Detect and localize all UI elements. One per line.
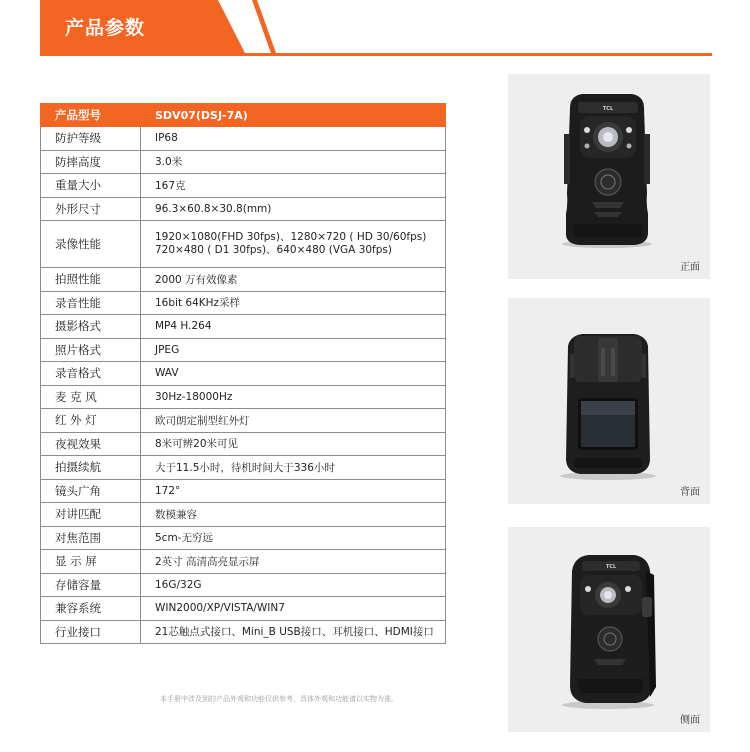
spec-value: 167克: [141, 174, 446, 198]
spec-label: 夜视效果: [41, 432, 141, 456]
spec-value: 数模兼容: [141, 503, 446, 527]
photo-back-panel: [508, 298, 710, 504]
camera-back-image: [508, 298, 710, 504]
disclaimer-footnote: 本手册中涉及到的产品外观和功能仅供参考，具体外观和功能请以实物为准。: [160, 695, 398, 703]
spec-label: 重量大小: [41, 174, 141, 198]
spec-label: 显 示 屏: [41, 550, 141, 574]
camera-front-image: [508, 74, 710, 279]
spec-value: IP68: [141, 127, 446, 151]
spec-row: [41, 432, 446, 456]
spec-row: [41, 526, 446, 550]
spec-value: 96.3×60.8×30.8(mm): [141, 197, 446, 221]
spec-row: [41, 409, 446, 433]
spec-label: 录像性能: [41, 221, 141, 268]
spec-value-line: 1920×1080(FHD 30fps)、1280×720 ( HD 30/60fps): [155, 231, 427, 243]
spec-row: [41, 150, 446, 174]
spec-label: 存储容量: [41, 573, 141, 597]
spec-value: 30Hz-18000Hz: [141, 385, 446, 409]
spec-value: 8米可辨20米可见: [141, 432, 446, 456]
spec-header-row: [41, 104, 446, 127]
spec-label: 麦 克 风: [41, 385, 141, 409]
header-stripe: [252, 0, 276, 53]
spec-label: 录音性能: [41, 291, 141, 315]
spec-table: [40, 103, 446, 644]
spec-row: [41, 550, 446, 574]
spec-value-line: 720×480 ( D1 30fps)、640×480 (VGA 30fps): [155, 244, 392, 256]
spec-label: 摄影格式: [41, 315, 141, 339]
svg-text:TCL: TCL: [602, 106, 614, 112]
spec-header-value: SDV07(DSJ-7A): [141, 104, 446, 127]
spec-value: 欧司朗定制型红外灯: [141, 409, 446, 433]
photo-side-panel: [508, 527, 710, 732]
spec-value: 2000 万有效像素: [141, 268, 446, 292]
spec-value: 16bit 64KHz采样: [141, 291, 446, 315]
spec-value: 2英寸 高清高亮显示屏: [141, 550, 446, 574]
photo-front-panel: [508, 74, 710, 279]
spec-row: [41, 620, 446, 644]
page-title: 产品参数: [65, 17, 146, 39]
spec-label: 红 外 灯: [41, 409, 141, 433]
spec-label: 照片格式: [41, 338, 141, 362]
spec-label: 兼容系统: [41, 597, 141, 621]
spec-row: [41, 268, 446, 292]
spec-header-label: 产品型号: [41, 104, 141, 127]
spec-label: 录音格式: [41, 362, 141, 386]
spec-label: 镜头广角: [41, 479, 141, 503]
spec-row: [41, 597, 446, 621]
spec-row: [41, 573, 446, 597]
spec-value: 21芯触点式接口、Mini_B USB接口、耳机接口、HDMI接口: [141, 620, 446, 644]
spec-row: [41, 221, 446, 268]
spec-label: 防摔高度: [41, 150, 141, 174]
section-header: [40, 0, 712, 56]
spec-value: 3.0米: [141, 150, 446, 174]
spec-label: 防护等级: [41, 127, 141, 151]
spec-label: 行业接口: [41, 620, 141, 644]
spec-row: [41, 362, 446, 386]
spec-value: [141, 221, 446, 268]
spec-value: MP4 H.264: [141, 315, 446, 339]
spec-value: WAV: [141, 362, 446, 386]
spec-row: [41, 456, 446, 480]
spec-value: WIN2000/XP/VISTA/WIN7: [141, 597, 446, 621]
spec-value: JPEG: [141, 338, 446, 362]
spec-label: 拍摄续航: [41, 456, 141, 480]
spec-label: 外形尺寸: [41, 197, 141, 221]
spec-label: 对讲匹配: [41, 503, 141, 527]
spec-row: [41, 197, 446, 221]
spec-value: 16G/32G: [141, 573, 446, 597]
spec-row: [41, 174, 446, 198]
spec-row: [41, 291, 446, 315]
spec-row: [41, 503, 446, 527]
photo-caption: 背面: [680, 487, 700, 498]
photo-caption: 正面: [680, 262, 700, 273]
spec-value: 大于11.5小时，待机时间大于336小时: [141, 456, 446, 480]
spec-value: 5cm-无穷远: [141, 526, 446, 550]
spec-row: [41, 315, 446, 339]
spec-row: [41, 338, 446, 362]
spec-row: [41, 479, 446, 503]
camera-side-image: [508, 527, 710, 732]
header-underline: [40, 53, 712, 56]
spec-row: [41, 385, 446, 409]
spec-label: 拍照性能: [41, 268, 141, 292]
photo-caption: 侧面: [680, 715, 700, 726]
spec-row: [41, 127, 446, 151]
spec-label: 对焦范围: [41, 526, 141, 550]
svg-text:TCL: TCL: [605, 564, 617, 570]
spec-value: 172°: [141, 479, 446, 503]
